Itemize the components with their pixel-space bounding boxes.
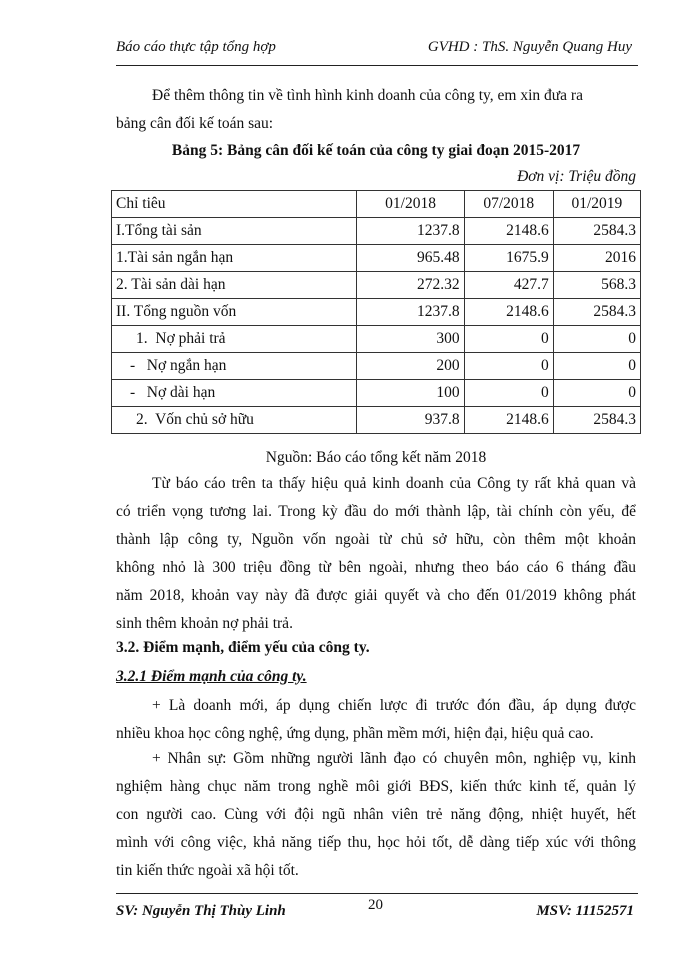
strength-line: mình với công việc, khả năng tiếp thu, học hỏi tốt, dễ dàng tiếp xúc với thông (116, 834, 636, 851)
intro-line-2: bảng cân đối kế toán sau: (116, 115, 274, 132)
row-value: 0 (553, 380, 640, 407)
table-row (112, 353, 641, 380)
table-unit: Đơn vị: Triệu đồng (517, 168, 636, 185)
strength-line: nhiều khoa học công nghệ, ứng dụng, phần mềm mới, hiện đại, hiệu quả cao. (116, 725, 594, 742)
row-value: 1237.8 (357, 218, 464, 245)
row-value: 0 (464, 353, 553, 380)
row-value: 965.48 (357, 245, 464, 272)
table-title: Bảng 5: Bảng cân đối kế toán của công ty giai đoạn 2015-2017 (171, 142, 581, 159)
page-footer (116, 893, 638, 922)
intro-line-1: Để thêm thông tin về tình hình kinh doanh của công ty, em xin đưa ra (152, 87, 583, 104)
strength-line: nghiệm hàng chục năm trong nghề môi giới BĐS, kiến thức kinh tế, quản lý (116, 778, 636, 795)
table-row (112, 218, 641, 245)
analysis-line: Từ báo cáo trên ta thấy hiệu quả kinh doanh của Công ty rất khả quan và (152, 475, 636, 492)
header-report-title: Báo cáo thực tập tổng hợp (116, 39, 276, 55)
row-value: 2148.6 (464, 407, 553, 434)
row-value: 200 (357, 353, 464, 380)
strength-line: + Là doanh mới, áp dụng chiến lược đi trước đón đầu, áp dụng được (152, 697, 636, 714)
footer-student-id: MSV: 11152571 (536, 903, 634, 919)
footer-page-number: 20 (368, 897, 383, 913)
row-value: 2584.3 (553, 299, 640, 326)
table-row (112, 272, 641, 299)
section-heading: 3.2. Điểm mạnh, điểm yếu của công ty. (116, 639, 370, 656)
row-value: 568.3 (553, 272, 640, 299)
strength-line: tin kiến thức ngoài xã hội tốt. (116, 862, 299, 879)
row-value: 2016 (553, 245, 640, 272)
strength-paragraph-1 (116, 692, 636, 748)
row-value: 0 (553, 353, 640, 380)
subsection-heading: 3.2.1 Điểm mạnh của công ty. (116, 668, 307, 685)
strength-paragraph-2 (116, 745, 636, 885)
row-value: 300 (357, 326, 464, 353)
row-label: 2. Vốn chủ sở hữu (112, 407, 357, 434)
row-label: 1. Nợ phải trả (112, 326, 357, 353)
row-value: 1675.9 (464, 245, 553, 272)
row-value: 272.32 (357, 272, 464, 299)
strength-line: + Nhân sự: Gồm những người lãnh đạo có chuyên môn, nghiệp vụ, kinh (152, 750, 636, 767)
row-value: 0 (464, 326, 553, 353)
row-label: 2. Tài sản dài hạn (112, 272, 357, 299)
row-value: 2148.6 (464, 218, 553, 245)
row-value: 0 (464, 380, 553, 407)
analysis-line: thành lập công ty, Nguồn vốn ngoài từ chủ sở hữu, còn thêm một khoản (116, 531, 636, 548)
header-cell-col2: 07/2018 (464, 191, 553, 218)
row-value: 937.8 (357, 407, 464, 434)
intro-paragraph (116, 82, 636, 138)
analysis-line: năm 2018, khoản vay này đã được giải quyết và cho đến 01/2019 không phát (116, 587, 636, 604)
row-label: - Nợ ngắn hạn (112, 353, 357, 380)
analysis-paragraph (116, 470, 636, 638)
row-value: 1237.8 (357, 299, 464, 326)
table-row (112, 407, 641, 434)
table-row (112, 245, 641, 272)
table-source: Nguồn: Báo cáo tổng kết năm 2018 (265, 449, 487, 466)
row-value: 0 (553, 326, 640, 353)
analysis-line: sinh thêm khoản nợ phải trả. (116, 615, 293, 632)
row-value: 100 (357, 380, 464, 407)
row-value: 427.7 (464, 272, 553, 299)
header-cell-col1: 01/2018 (357, 191, 464, 218)
row-label: II. Tổng nguồn vốn (112, 299, 357, 326)
table-header-row (112, 191, 641, 218)
analysis-line: có triển vọng tương lai. Trong kỳ đầu do mới thành lập, tài chính còn yếu, để (116, 503, 636, 520)
balance-sheet-table (111, 190, 641, 434)
row-label: 1.Tài sản ngắn hạn (112, 245, 357, 272)
row-value: 2148.6 (464, 299, 553, 326)
table-row (112, 299, 641, 326)
footer-student-name: SV: Nguyễn Thị Thùy Linh (116, 903, 286, 919)
page-header (116, 35, 638, 66)
row-label: I.Tổng tài sản (112, 218, 357, 245)
row-value: 2584.3 (553, 407, 640, 434)
table-row (112, 380, 641, 407)
header-supervisor: GVHD : ThS. Nguyễn Quang Huy (427, 39, 632, 55)
analysis-line: không nhỏ là 300 triệu đồng từ bên ngoài, nhưng theo báo cáo 6 tháng đầu (116, 559, 636, 576)
table-row (112, 326, 641, 353)
header-cell-col3: 01/2019 (553, 191, 640, 218)
row-label: - Nợ dài hạn (112, 380, 357, 407)
header-cell-indicator: Chỉ tiêu (112, 191, 357, 218)
strength-line: con người cao. Cùng với đội ngũ nhân viên trẻ năng động, nhiệt huyết, hết (116, 806, 636, 823)
row-value: 2584.3 (553, 218, 640, 245)
